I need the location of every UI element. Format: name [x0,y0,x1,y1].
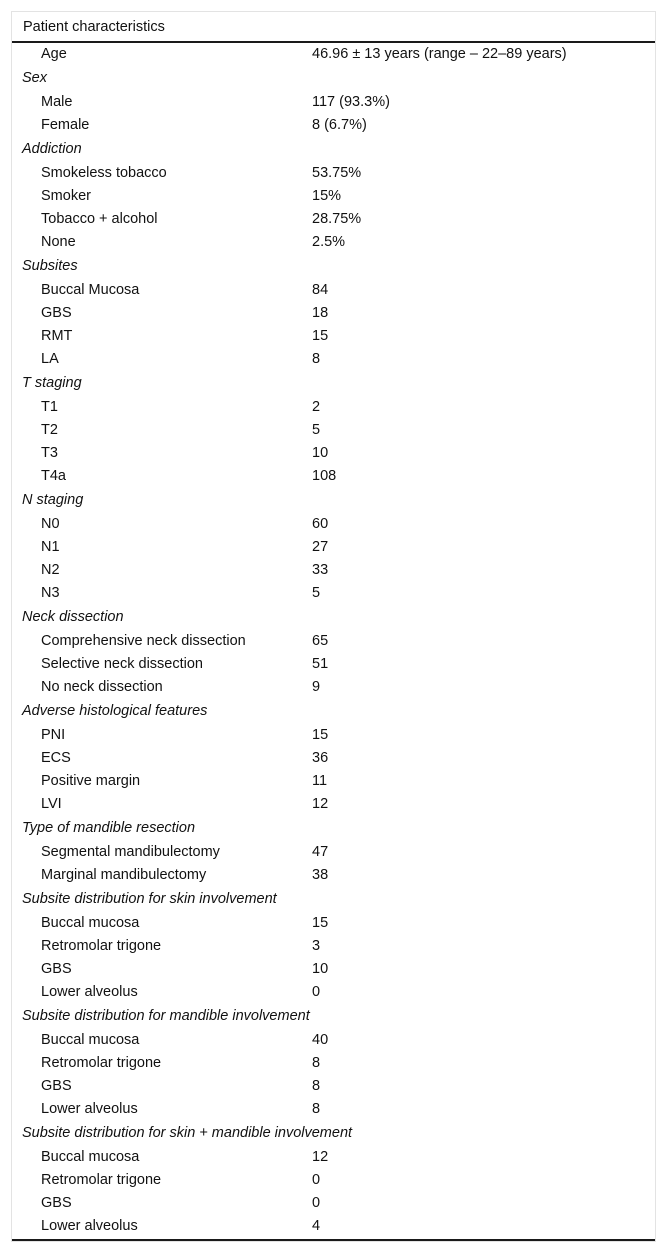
row-value: 15% [312,188,342,204]
table-row [12,841,655,864]
row-value: 2 [312,399,321,415]
table-row [12,348,655,371]
row-value: 8 [312,351,321,367]
row-label: Buccal Mucosa [41,282,140,298]
table-row [12,114,655,137]
table-row [12,793,655,816]
row-value: 10 [312,445,329,461]
row-value: 15 [312,727,329,743]
table-row [12,912,655,935]
table-row [12,1192,655,1215]
row-value: 117 (93.3%) [312,94,390,110]
table-body [12,43,655,1238]
group-header [12,371,655,396]
row-label: T2 [41,422,58,438]
row-label: Lower alveolus [41,1101,138,1117]
row-label: Buccal mucosa [41,1032,140,1048]
row-label: N3 [41,585,60,601]
row-label: Male [41,94,73,110]
group-header [12,137,655,162]
group-title: Subsite distribution for skin involvement [22,891,277,907]
row-value: 36 [312,750,329,766]
group-header [12,254,655,279]
table-row [12,513,655,536]
row-value: 0 [312,984,321,1000]
group-title: Subsite distribution for mandible involvement [22,1008,310,1024]
table-row [12,1052,655,1075]
row-label: Lower alveolus [41,1218,138,1234]
row-value: 84 [312,282,329,298]
group-title: Neck dissection [22,609,124,625]
row-value: 12 [312,1149,329,1165]
row-value: 33 [312,562,329,578]
row-label: T3 [41,445,58,461]
row-value: 10 [312,961,329,977]
row-value: 40 [312,1032,329,1048]
row-label: T1 [41,399,58,415]
row-label: GBS [41,1078,72,1094]
table-row [12,630,655,653]
table-row [12,91,655,114]
table-row [12,208,655,231]
row-label: Buccal mucosa [41,915,140,931]
row-label: GBS [41,305,72,321]
table-row [12,864,655,887]
row-value: 4 [312,1218,321,1234]
table-row [12,582,655,605]
row-value: 5 [312,422,321,438]
group-header [12,488,655,513]
table-row [12,43,655,66]
table-row [12,559,655,582]
table-row [12,747,655,770]
table-row [12,1146,655,1169]
group-header [12,816,655,841]
row-label: Retromolar trigone [41,1055,162,1071]
row-label: Age [41,46,67,62]
group-header [12,66,655,91]
row-label: N0 [41,516,60,532]
row-label: N2 [41,562,60,578]
group-title: N staging [22,492,84,508]
table-row [12,465,655,488]
table-row [12,1098,655,1121]
table-row [12,185,655,208]
row-value: 3 [312,938,321,954]
table-row [12,325,655,348]
row-label: N1 [41,539,60,555]
row-label: Selective neck dissection [41,656,203,672]
table-row [12,396,655,419]
group-header [12,1121,655,1146]
row-label: Smokeless tobacco [41,165,167,181]
table-row [12,981,655,1004]
group-title: Type of mandible resection [22,820,196,836]
row-label: Marginal mandibulectomy [41,867,207,883]
row-value: 51 [312,656,329,672]
group-title: T staging [22,375,82,391]
row-label: None [41,234,76,250]
table-row [12,442,655,465]
table-row [12,279,655,302]
group-header [12,887,655,912]
table-row [12,536,655,559]
row-value: 8 [312,1078,321,1094]
row-label: Smoker [41,188,91,204]
row-value: 38 [312,867,329,883]
table-bottom-rule [12,1239,655,1241]
row-label: Lower alveolus [41,984,138,1000]
row-label: Segmental mandibulectomy [41,844,220,860]
table-caption: Patient characteristics [12,12,655,43]
row-label: RMT [41,328,73,344]
table-row [12,935,655,958]
row-value: 0 [312,1195,321,1211]
row-value: 18 [312,305,329,321]
row-label: LA [41,351,59,367]
group-header [12,1004,655,1029]
row-value: 65 [312,633,329,649]
table-row [12,302,655,325]
row-value: 11 [312,773,328,789]
table-row [12,958,655,981]
row-value: 60 [312,516,329,532]
row-label: Tobacco + alcohol [41,211,158,227]
group-title: Subsite distribution for skin + mandible involvement [22,1125,353,1141]
row-label: LVI [41,796,62,812]
row-label: Retromolar trigone [41,1172,162,1188]
row-label: Female [41,117,90,133]
group-header [12,699,655,724]
row-label: GBS [41,1195,72,1211]
row-value: 15 [312,328,329,344]
group-title: Adverse histological features [22,703,208,719]
row-value: 8 [312,1101,321,1117]
row-value: 9 [312,679,321,695]
table-row [12,162,655,185]
table-row [12,419,655,442]
row-value: 108 [312,468,337,484]
row-label: Buccal mucosa [41,1149,140,1165]
row-value: 8 (6.7%) [312,117,367,133]
table-row [12,676,655,699]
table-row [12,1215,655,1238]
row-value: 28.75% [312,211,362,227]
row-value: 12 [312,796,329,812]
row-value: 47 [312,844,329,860]
row-label: T4a [41,468,66,484]
row-value: 0 [312,1172,321,1188]
row-label: Comprehensive neck dissection [41,633,246,649]
table-row [12,653,655,676]
group-header [12,605,655,630]
group-title: Addiction [22,141,82,157]
row-value: 2.5% [312,234,346,250]
table-row [12,1169,655,1192]
row-label: ECS [41,750,71,766]
table-row [12,1029,655,1052]
row-label: Retromolar trigone [41,938,162,954]
row-value: 8 [312,1055,321,1071]
row-value: 5 [312,585,321,601]
row-label: Positive margin [41,773,141,789]
patient-characteristics-table [11,11,656,1242]
table-row [12,1075,655,1098]
table-row [12,724,655,747]
row-label: PNI [41,727,66,743]
row-value: 46.96 ± 13 years (range – 22–89 years) [312,46,567,62]
group-title: Sex [22,70,47,86]
row-label: GBS [41,961,72,977]
group-title: Subsites [22,258,78,274]
row-value: 53.75% [312,165,362,181]
row-label: No neck dissection [41,679,163,695]
table-row [12,770,655,793]
row-value: 15 [312,915,329,931]
row-value: 27 [312,539,329,555]
table-row [12,231,655,254]
